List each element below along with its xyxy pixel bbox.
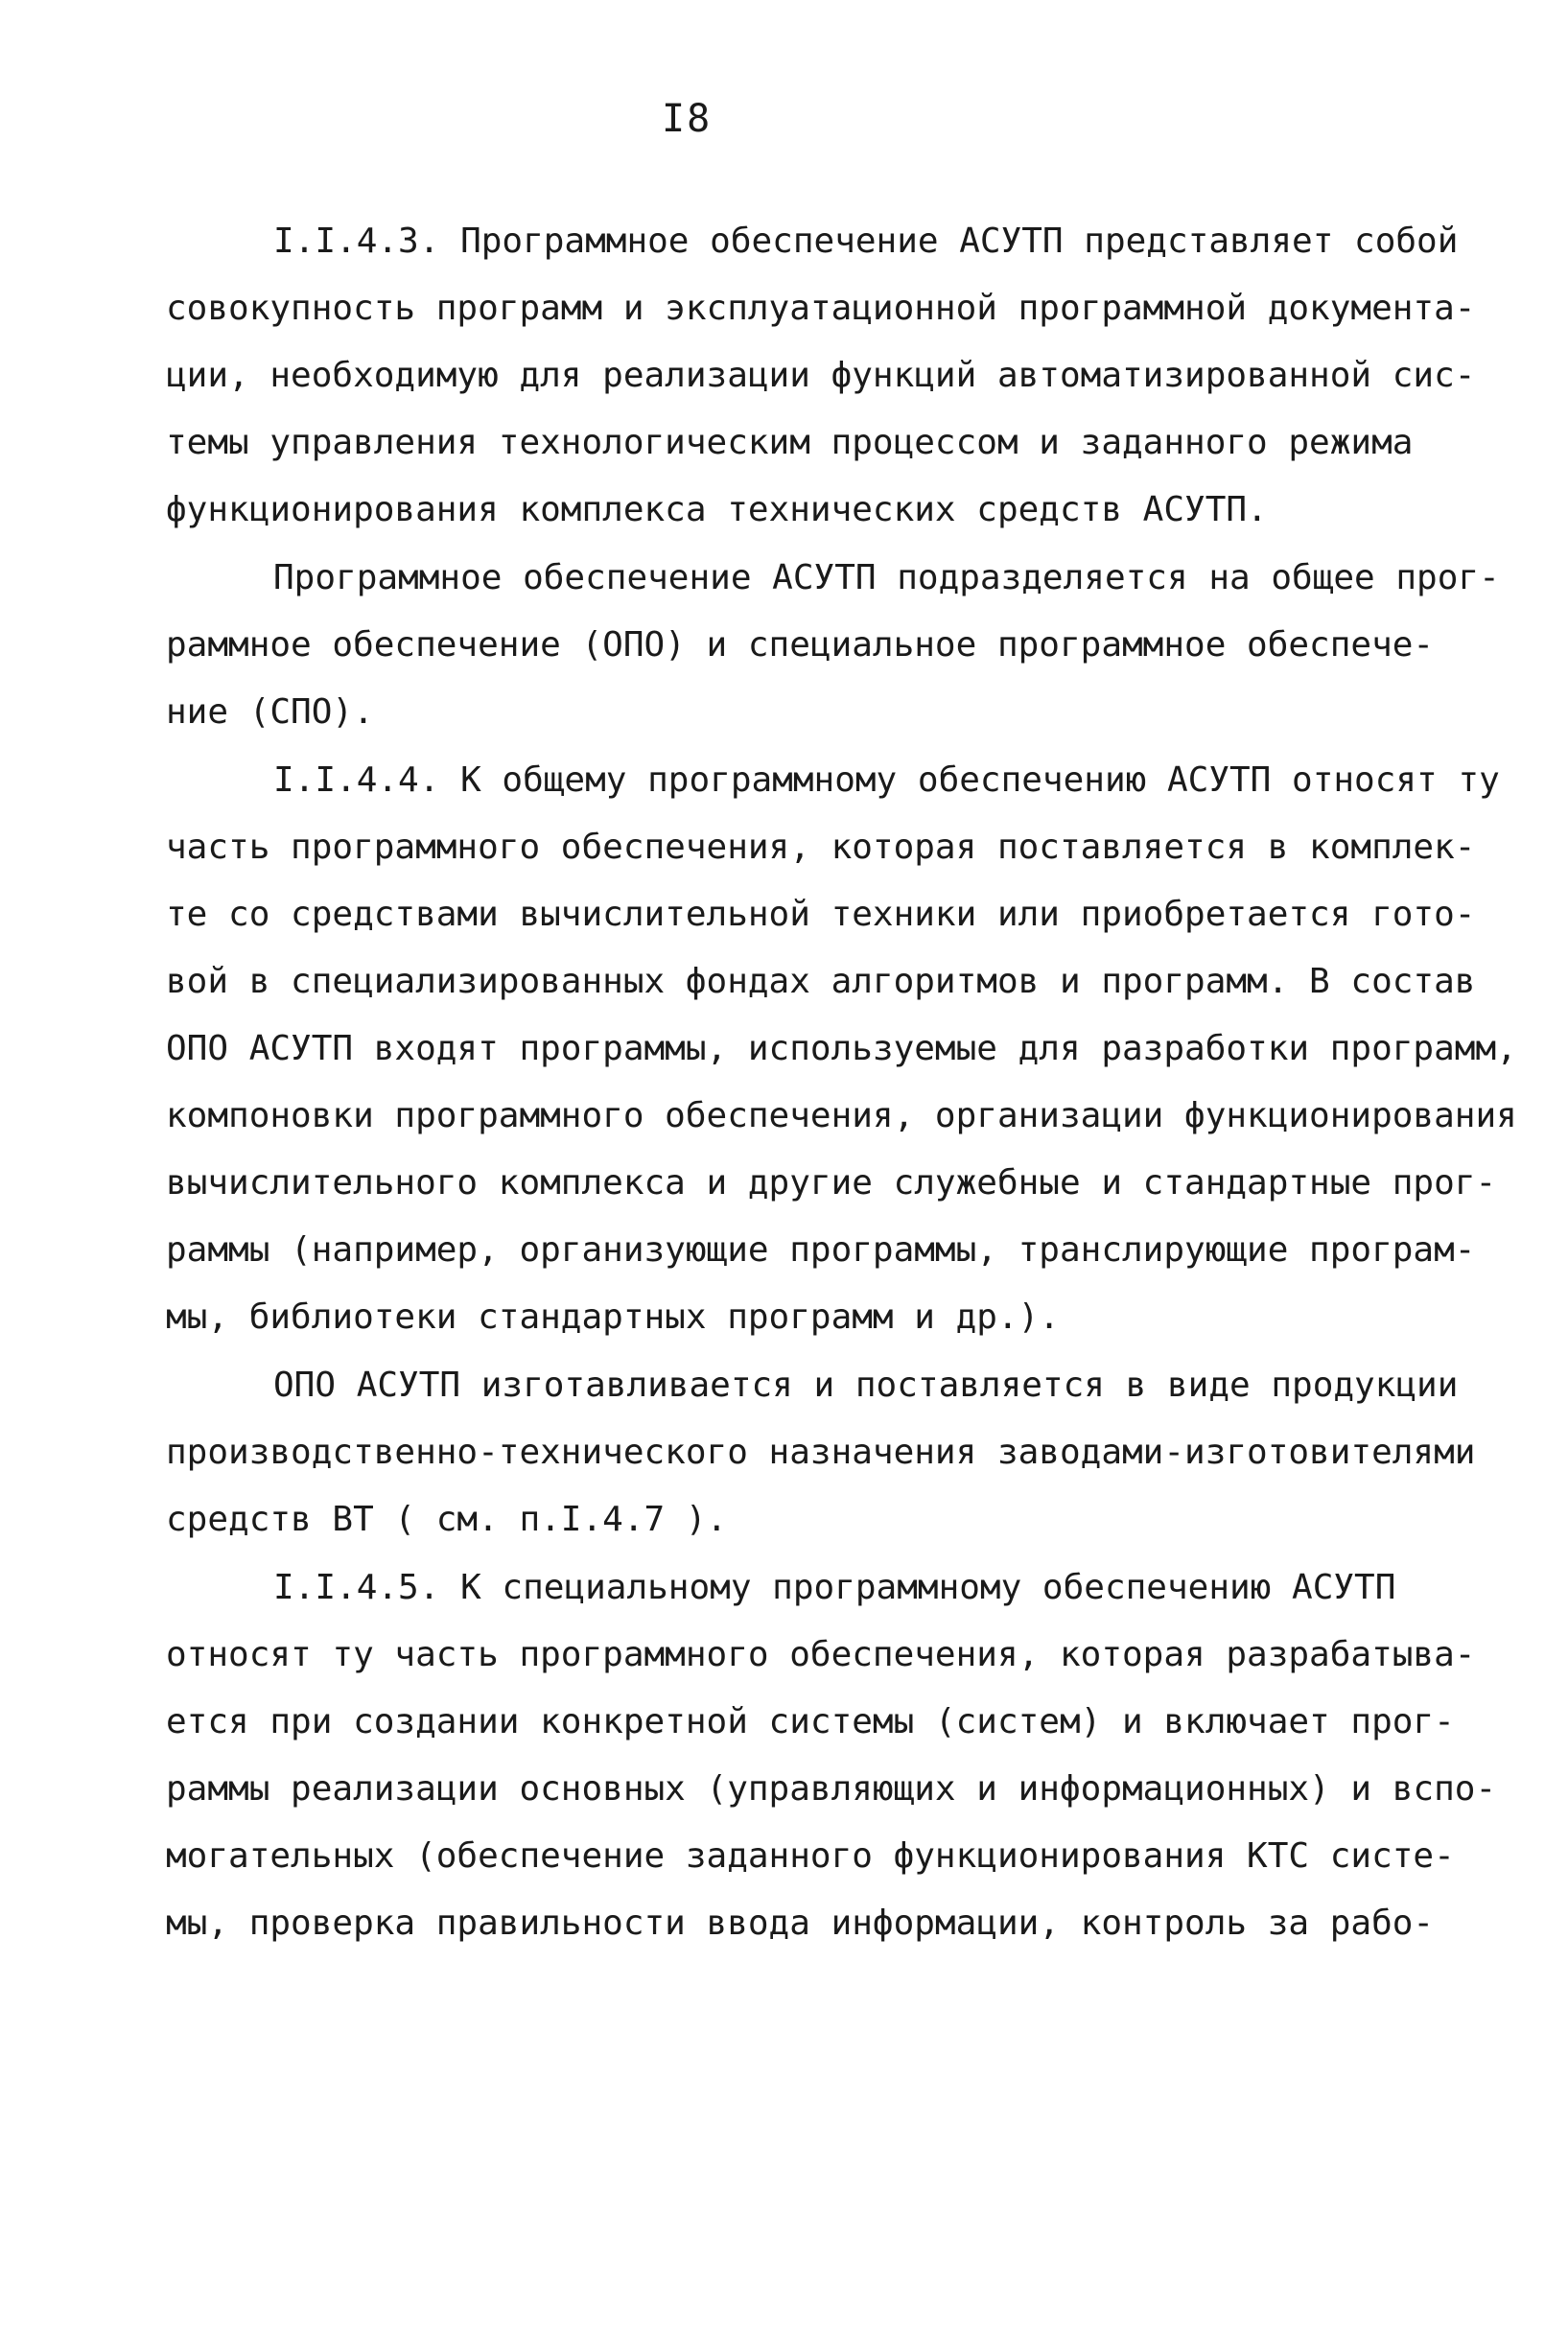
text-line: мы, проверка правильности ввода информации, контроль за рабо-	[166, 1904, 1435, 1943]
text-line: раммы реализации основных (управляющих и информационных) и вспо-	[166, 1769, 1497, 1809]
text-line: ции, необходимую для реализации функций автоматизированной сис-	[166, 356, 1476, 395]
paragraph-1-1-4-5	[166, 1554, 1509, 1957]
paragraph-1-1-4-3	[166, 208, 1509, 544]
paragraph-opo-supply	[166, 1352, 1509, 1553]
text-line: I.I.4.4. К общему программному обеспечению АСУТП относят ту	[273, 760, 1500, 800]
text-line: I.I.4.5. К специальному программному обеспечению АСУТП	[273, 1568, 1396, 1607]
text-line: ОПО АСУТП входят программы, используемые для разработки программ,	[166, 1029, 1517, 1068]
text-line: ОПО АСУТП изготавливается и поставляется в виде продукции	[273, 1366, 1459, 1405]
text-line: вой в специализированных фондах алгоритмов и программ. В состав	[166, 962, 1476, 1001]
paragraph-1-1-4-4	[166, 747, 1517, 1351]
text-line: функционирования комплекса технических средств АСУТП.	[166, 490, 1268, 529]
paragraph-opo-spo	[166, 545, 1509, 746]
body-text	[166, 208, 1517, 1957]
text-line: часть программного обеспечения, которая поставляется в комплек-	[166, 828, 1476, 867]
text-line: ние (СПО).	[166, 692, 374, 732]
text-line: производственно-технического назначения заводами-изготовителями	[166, 1433, 1476, 1472]
text-line: могательных (обеспечение заданного функционирования КТС систе-	[166, 1836, 1455, 1876]
text-line: Программное обеспечение АСУТП подразделяется на общее прог-	[273, 558, 1500, 597]
text-line: относят ту часть программного обеспечения, которая разрабатыва-	[166, 1635, 1476, 1674]
text-line: темы управления технологическим процессом и заданного режима	[166, 423, 1414, 462]
text-line: раммное обеспечение (ОПО) и специальное программное обеспече-	[166, 625, 1435, 665]
text-line: те со средствами вычислительной техники или приобретается гото-	[166, 895, 1476, 934]
text-line: раммы (например, организующие программы, транслирующие програм-	[166, 1230, 1476, 1270]
text-line: вычислительного комплекса и другие служебные и стандартные прог-	[166, 1163, 1497, 1203]
text-line: ется при создании конкретной системы (систем) и включает прог-	[166, 1702, 1455, 1741]
page-number: I8	[662, 97, 713, 141]
text-line: совокупность программ и эксплуатационной программной документа-	[166, 289, 1476, 328]
text-line: I.I.4.3. Программное обеспечение АСУТП представляет собой	[273, 222, 1459, 261]
text-line: средств ВТ ( см. п.I.4.7 ).	[166, 1500, 728, 1539]
text-line: компоновки программного обеспечения, организации функционирования	[166, 1096, 1517, 1135]
text-line: мы, библиотеки стандартных программ и др.).	[166, 1297, 1060, 1337]
